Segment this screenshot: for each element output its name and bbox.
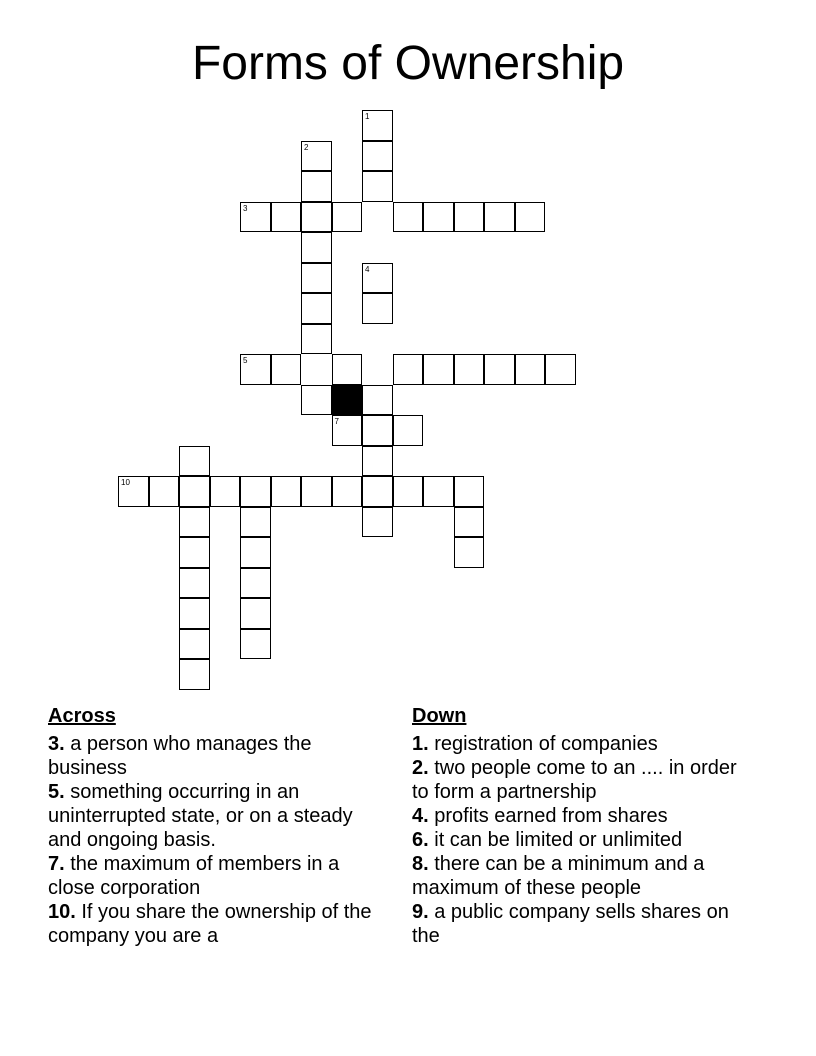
grid-cell[interactable] — [240, 202, 271, 233]
grid-cell[interactable] — [393, 202, 424, 233]
grid-cell[interactable] — [240, 598, 271, 629]
grid-cell[interactable] — [179, 507, 210, 538]
grid-cell[interactable] — [454, 354, 485, 385]
cell-number: 5 — [243, 356, 248, 365]
grid-cell[interactable] — [332, 202, 363, 233]
down-clue-1 — [412, 732, 752, 756]
clue-text: something occurring in an uninterrupted state, or on a steady and ongoing basis. — [48, 781, 353, 851]
grid-cell[interactable] — [179, 446, 210, 477]
grid-cell[interactable] — [362, 263, 393, 294]
across-heading: Across — [48, 705, 116, 727]
grid-cell[interactable] — [423, 202, 454, 233]
clue-number: 3. — [48, 733, 65, 755]
grid-cell[interactable] — [240, 537, 271, 568]
grid-cell[interactable] — [301, 263, 332, 294]
grid-cell[interactable] — [362, 476, 393, 507]
grid-cell[interactable] — [362, 110, 393, 141]
clue-text: profits earned from shares — [428, 805, 668, 827]
grid-cell[interactable] — [301, 141, 332, 172]
grid-cell[interactable] — [362, 446, 393, 477]
cell-number: 2 — [304, 142, 309, 152]
grid-cell[interactable] — [240, 354, 271, 385]
grid-cell[interactable] — [393, 354, 424, 385]
down-heading: Down — [412, 705, 467, 727]
grid-cell[interactable] — [271, 476, 302, 507]
grid-cell[interactable] — [515, 354, 546, 385]
grid-cell[interactable] — [362, 385, 393, 416]
grid-cell[interactable] — [179, 629, 210, 660]
grid-cell[interactable] — [301, 293, 332, 324]
grid-cell[interactable] — [271, 354, 302, 385]
grid-cell[interactable] — [332, 415, 363, 446]
grid-cell[interactable] — [484, 354, 515, 385]
grid-cell[interactable] — [179, 476, 210, 507]
grid-cell[interactable] — [454, 507, 485, 538]
grid-cell[interactable] — [210, 476, 241, 507]
grid-cell[interactable] — [454, 202, 485, 233]
grid-cell[interactable] — [362, 141, 393, 172]
grid-cell[interactable] — [149, 476, 180, 507]
cell-number: 4 — [365, 264, 370, 274]
grid-cell[interactable] — [240, 629, 271, 660]
across-clue-3 — [48, 732, 388, 780]
puzzle-title: Forms of Ownership — [191, 37, 625, 90]
grid-cell[interactable] — [484, 202, 515, 233]
grid-cell[interactable] — [179, 659, 210, 690]
clue-number: 2. — [412, 757, 429, 779]
grid-cell[interactable] — [179, 568, 210, 599]
grid-cell[interactable] — [301, 171, 332, 202]
cell-number: 1 — [365, 112, 370, 121]
grid-cell[interactable] — [118, 476, 149, 507]
grid-cell[interactable] — [179, 537, 210, 568]
grid-cell[interactable] — [515, 202, 546, 233]
clue-number: 4. — [412, 805, 429, 827]
grid-cell[interactable] — [393, 415, 424, 446]
cell-number: 10 — [121, 478, 130, 487]
grid-cell[interactable] — [301, 202, 332, 233]
grid-cell[interactable] — [362, 171, 393, 202]
across-clue-7 — [48, 852, 388, 900]
clue-text: a person who manages the business — [48, 733, 312, 779]
clue-number: 8. — [412, 853, 429, 875]
grid-cell[interactable] — [393, 476, 424, 507]
clue-text: the maximum of members in a close corporation — [48, 853, 340, 899]
grid-cell[interactable] — [240, 507, 271, 538]
across-clue-5 — [48, 780, 388, 852]
clue-number: 9. — [412, 901, 429, 923]
down-clues — [412, 704, 752, 948]
grid-cell[interactable] — [332, 476, 363, 507]
down-clue-9 — [412, 900, 752, 948]
grid-cell[interactable] — [240, 568, 271, 599]
clue-text: If you share the ownership of the company you are a — [48, 901, 372, 947]
cell-number: 3 — [243, 203, 248, 213]
down-clue-8 — [412, 852, 752, 900]
across-clues — [48, 704, 388, 948]
grid-cell[interactable] — [454, 537, 485, 568]
clue-text: there can be a minimum and a maximum of these people — [412, 853, 705, 899]
clue-text: registration of companies — [428, 733, 658, 755]
grid-cell[interactable] — [362, 293, 393, 324]
grid-cell[interactable] — [240, 476, 271, 507]
clue-number: 5. — [48, 781, 65, 803]
clue-text: two people come to an .... in order to form a partnership — [412, 757, 737, 803]
clue-number: 10. — [48, 901, 76, 923]
clue-number: 1. — [412, 733, 429, 755]
grid-cell[interactable] — [423, 476, 454, 507]
clue-number: 7. — [48, 853, 65, 875]
across-clue-10 — [48, 900, 388, 948]
grid-cell[interactable] — [301, 324, 332, 355]
grid-cell[interactable] — [332, 354, 363, 385]
grid-cell[interactable] — [362, 507, 393, 538]
grid-cell[interactable] — [454, 476, 485, 507]
down-clue-6 — [412, 828, 752, 852]
down-clue-4 — [412, 804, 752, 828]
grid-cell[interactable] — [545, 354, 576, 385]
grid-cell[interactable] — [362, 415, 393, 446]
down-clue-2 — [412, 756, 752, 804]
grid-cell[interactable] — [423, 354, 454, 385]
clue-text: a public company sells shares on the — [412, 901, 729, 947]
grid-cell[interactable] — [271, 202, 302, 233]
cell-number: 7 — [334, 417, 339, 426]
grid-cell[interactable] — [179, 598, 210, 629]
clue-number: 6. — [412, 829, 429, 851]
grid-cell[interactable] — [301, 232, 332, 263]
black-cell — [332, 385, 363, 416]
grid-cell[interactable] — [301, 385, 332, 416]
grid-cell[interactable] — [301, 476, 332, 507]
clue-text: it can be limited or unlimited — [428, 829, 683, 851]
